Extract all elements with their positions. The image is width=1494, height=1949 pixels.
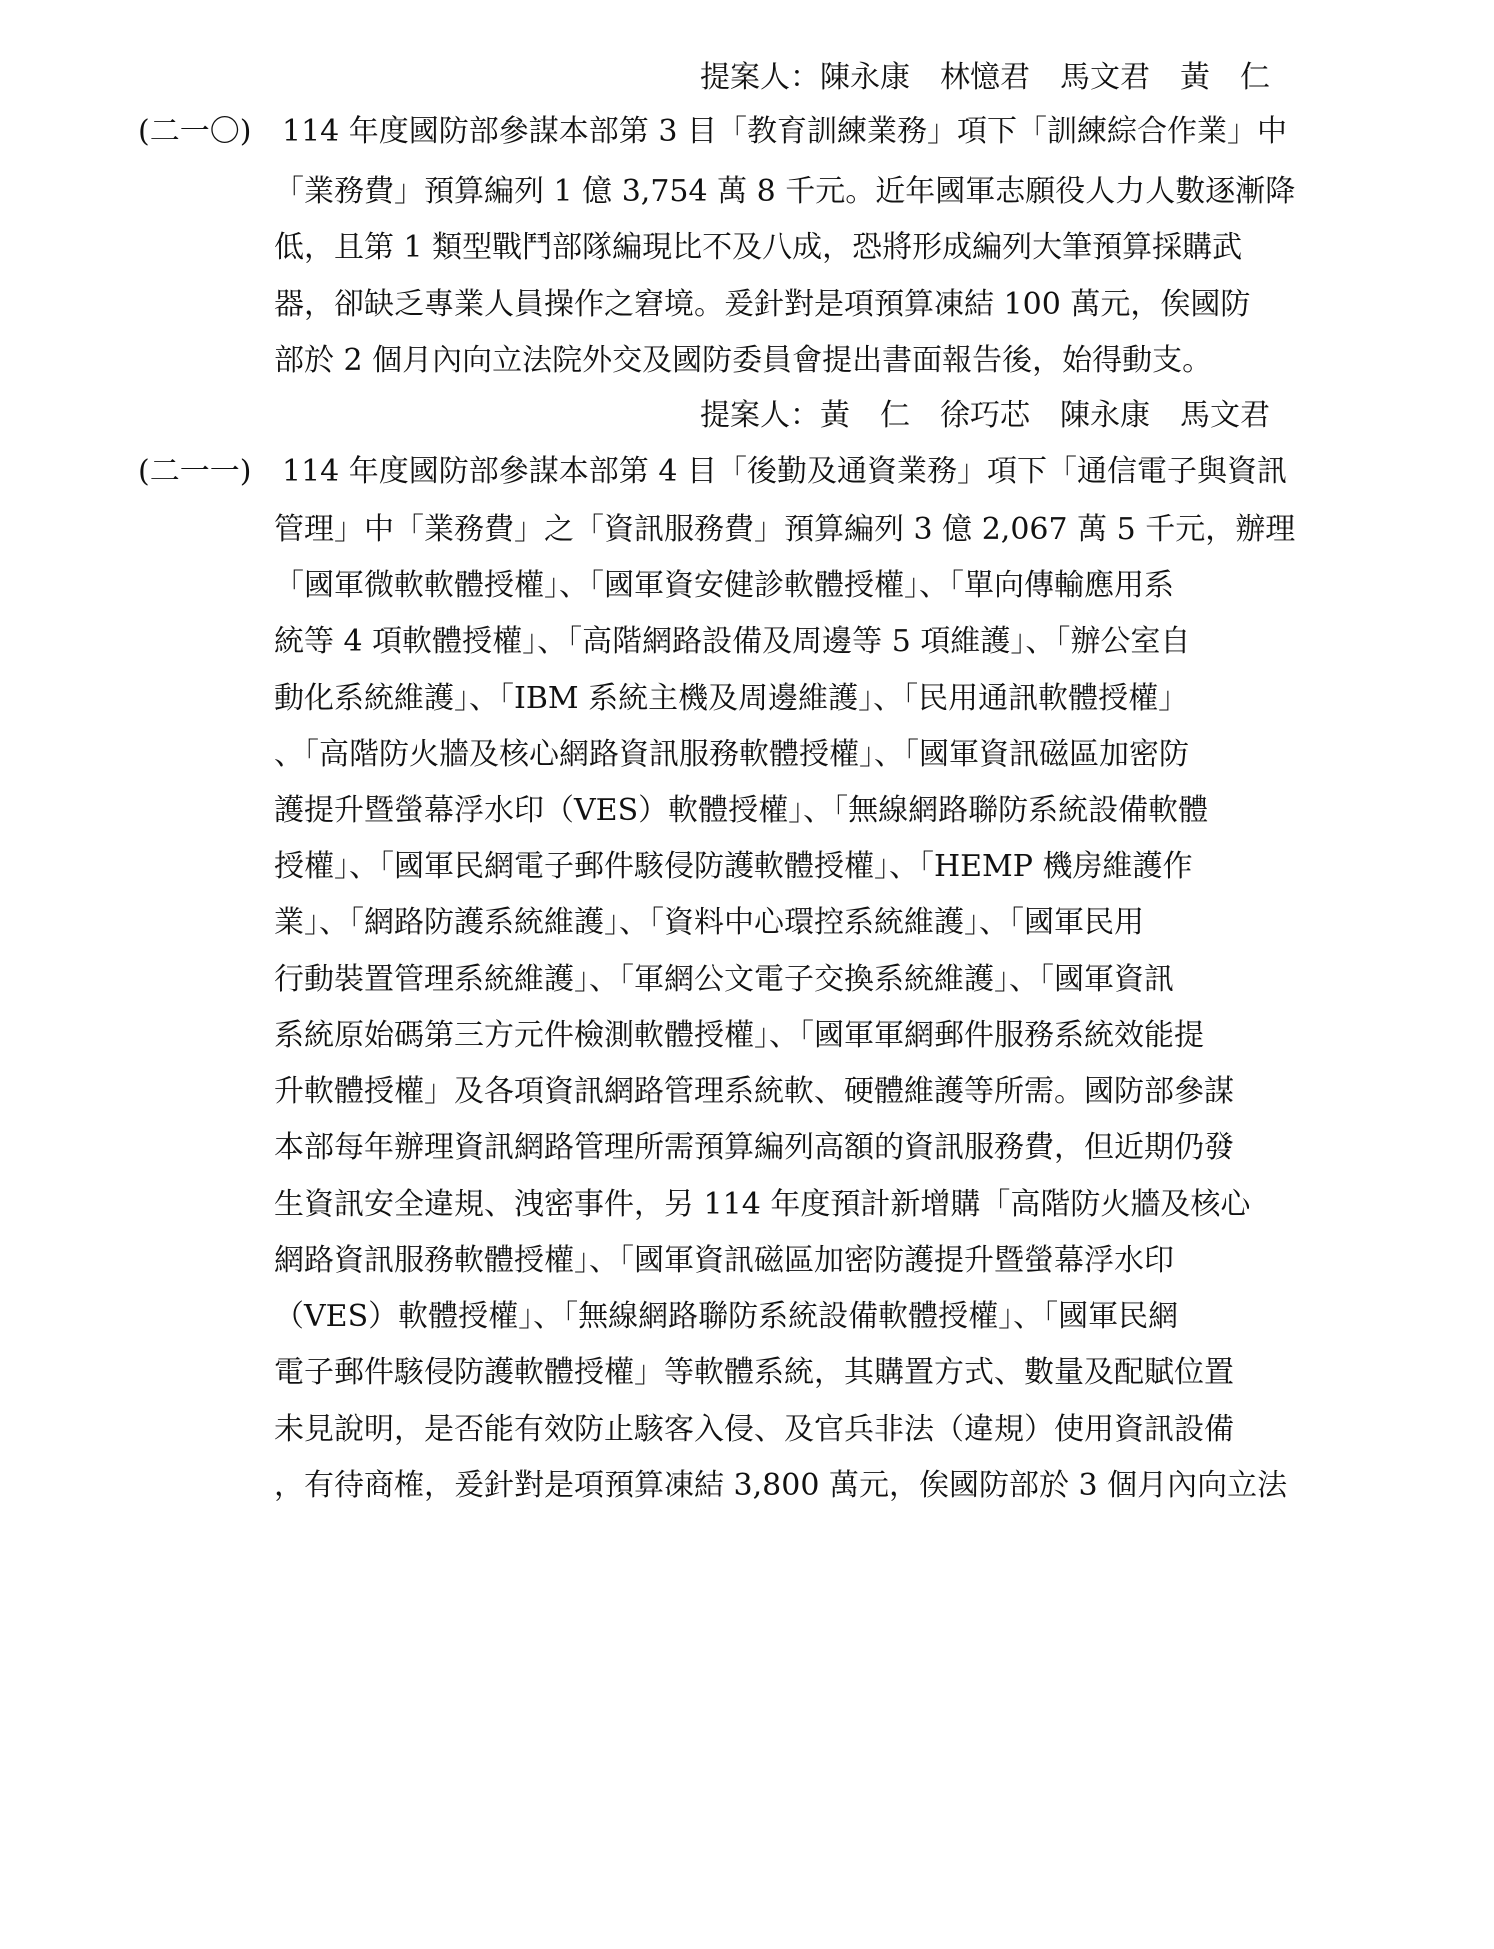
item-text-line: ，有待商榷，爰針對是項預算凍結 3,800 萬元，俟國防部於 3 個月內向立法: [274, 1468, 1288, 1503]
item-number: (二一一): [138, 454, 252, 489]
item-text-line: 護提升暨螢幕浮水印（VES）軟體授權」、「無線網路聯防系統設備軟體: [274, 793, 1209, 828]
item-text-line: 「國軍微軟軟體授權」、「國軍資安健診軟體授權」、「單向傳輸應用系: [274, 568, 1174, 603]
item-text-line: 統等 4 項軟體授權」、「高階網路設備及周邊等 5 項維護」、「辦公室自: [274, 624, 1191, 659]
item-text-line: 網路資訊服務軟體授權」、「國軍資訊磁區加密防護提升暨螢幕浮水印: [274, 1243, 1174, 1278]
item-text-line: 升軟體授權」及各項資訊網路管理系統軟、硬體維護等所需。國防部參謀: [274, 1074, 1234, 1109]
item-text-line: 生資訊安全違規、洩密事件，另 114 年度預計新增購「高階防火牆及核心: [274, 1187, 1251, 1222]
item-text-line: 動化系統維護」、「IBM 系統主機及周邊維護」、「民用通訊軟體授權」: [274, 681, 1189, 716]
item-text-line: 授權」、「國軍民網電子郵件駭侵防護軟體授權」、「HEMP 機房維護作: [274, 849, 1193, 884]
item-text-line: 部於 2 個月內向立法院外交及國防委員會提出書面報告後，始得動支。: [274, 343, 1213, 378]
proposer-line: 提案人：陳永康 林憶君 馬文君 黃 仁: [700, 60, 1270, 95]
proposer-line: 提案人：黃 仁 徐巧芯 陳永康 馬文君: [700, 398, 1270, 433]
item-text-line: 本部每年辦理資訊網路管理所需預算編列高額的資訊服務費，但近期仍發: [274, 1130, 1234, 1165]
item-text-line: 電子郵件駭侵防護軟體授權」等軟體系統，其購置方式、數量及配賦位置: [274, 1355, 1234, 1390]
item-text-line: 業」、「網路防護系統維護」、「資料中心環控系統維護」、「國軍民用: [274, 905, 1144, 940]
item-text-line: 系統原始碼第三方元件檢測軟體授權」、「國軍軍網郵件服務系統效能提: [274, 1018, 1204, 1053]
item-text-line: 未見說明，是否能有效防止駭客入侵、及官兵非法（違規）使用資訊設備: [274, 1412, 1234, 1447]
item-text-line: 114 年度國防部參謀本部第 3 目「教育訓練業務」項下「訓練綜合作業」中: [282, 114, 1287, 149]
item-text-line: 、「高階防火牆及核心網路資訊服務軟體授權」、「國軍資訊磁區加密防: [274, 737, 1189, 772]
item-text-line: 「業務費」預算編列 1 億 3,754 萬 8 千元。近年國軍志願役人力人數逐漸降: [274, 174, 1296, 209]
item-text-line: 管理」中「業務費」之「資訊服務費」預算編列 3 億 2,067 萬 5 千元，辦理: [274, 512, 1296, 547]
item-text-line: 114 年度國防部參謀本部第 4 目「後勤及通資業務」項下「通信電子與資訊: [282, 454, 1287, 489]
item-text-line: （VES）軟體授權」、「無線網路聯防系統設備軟體授權」、「國軍民網: [274, 1299, 1179, 1334]
item-number: (二一〇): [138, 114, 252, 149]
item-text-line: 行動裝置管理系統維護」、「軍網公文電子交換系統維護」、「國軍資訊: [274, 962, 1174, 997]
item-text-line: 器，卻缺乏專業人員操作之窘境。爰針對是項預算凍結 100 萬元，俟國防: [274, 287, 1251, 322]
item-text-line: 低，且第 1 類型戰鬥部隊編現比不及八成，恐將形成編列大筆預算採購武: [274, 230, 1243, 265]
